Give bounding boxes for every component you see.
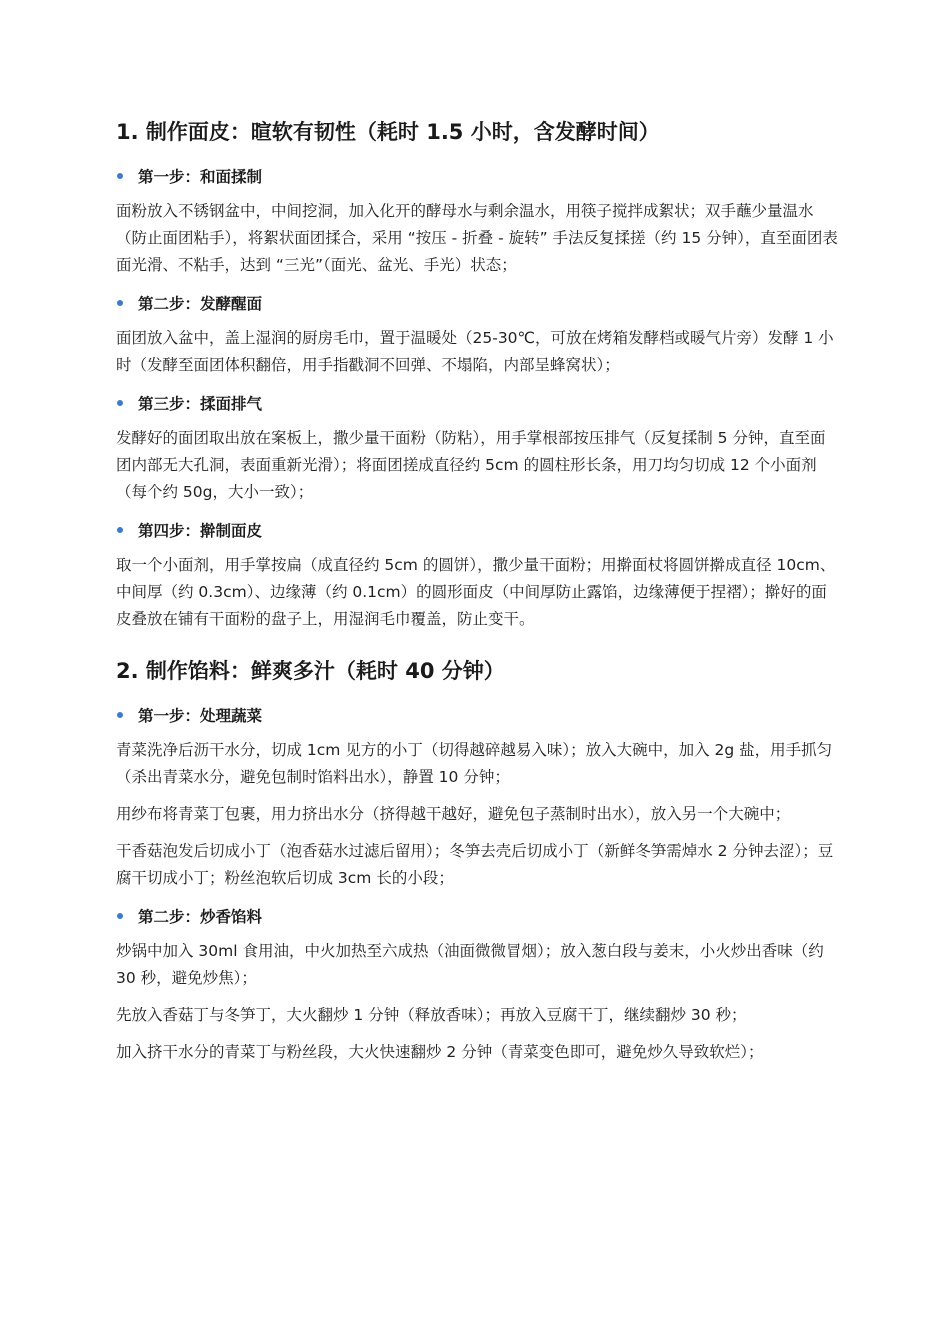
- step-paragraph: 取一个小面剂，用手掌按扁（成直径约 5cm 的圆饼），撒少量干面粉；用擀面杖将圆饼擀成直径 10cm、中间厚（约 0.3cm）、边缘薄（约 0.1cm）的圆形面皮（中间厚防止露馅，边缘薄便于捏褶）；擀好的面皮叠放在铺有干面粉的盘子上，用湿润毛巾覆盖，防止变干。: [116, 556, 836, 628]
- document-page: [116, 112, 838, 1076]
- step-label: 第二步：发酵醒面: [138, 295, 263, 313]
- step-paragraph: 发酵好的面团取出放在案板上，撒少量干面粉（防粘），用手掌根部按压排气（反复揉制 5 分钟，直至面团内部无大孔洞，表面重新光滑）；将面团搓成直径约 5cm 的圆柱形长条，用刀均匀切成 12 个小面剂（每个约 50g，大小一致）；: [116, 429, 826, 501]
- step-heading: [116, 902, 838, 930]
- step-label: 第二步：炒香馅料: [138, 908, 263, 926]
- step-label: 第一步：处理蔬菜: [138, 707, 263, 725]
- step-heading: [116, 516, 838, 544]
- step-paragraph: 面粉放入不锈钢盆中，中间挖洞，加入化开的酵母水与剩余温水，用筷子搅拌成絮状；双手蘸少量温水（防止面团粘手），将絮状面团揉合，采用 “按压 - 折叠 - 旋转” 手法反复揉搓（约 15 分钟），直至面团表面光滑、不粘手，达到 “三光”（面光、盆光、手光）状态；: [116, 202, 838, 274]
- step-paragraph: 加入挤干水分的青菜丁与粉丝段，大火快速翻炒 2 分钟（青菜变色即可，避免炒久导致软烂）；: [116, 1043, 764, 1061]
- step-heading: [116, 289, 838, 317]
- bullet-icon: [117, 300, 123, 306]
- step-label: 第一步：和面揉制: [138, 168, 263, 186]
- step-paragraph: 炒锅中加入 30ml 食用油，中火加热至六成热（油面微微冒烟）；放入葱白段与姜末，小火炒出香味（约 30 秒，避免炒焦）；: [116, 942, 824, 987]
- step-label: 第四步：擀制面皮: [138, 522, 263, 540]
- bullet-icon: [117, 527, 123, 533]
- step-paragraph: 先放入香菇丁与冬笋丁，大火翻炒 1 分钟（释放香味）；再放入豆腐干丁，继续翻炒 30 秒；: [116, 1006, 747, 1024]
- step-label: 第三步：揉面排气: [138, 395, 263, 413]
- step-heading: [116, 162, 838, 190]
- step-paragraph: 面团放入盆中，盖上湿润的厨房毛巾，置于温暖处（25-30℃，可放在烤箱发酵档或暖气片旁）发酵 1 小时（发酵至面团体积翻倍，用手指戳洞不回弹、不塌陷，内部呈蜂窝状）；: [116, 329, 834, 374]
- section-title-filling: 2. 制作馅料：鲜爽多汁（耗时 40 分钟）: [116, 659, 505, 683]
- bullet-icon: [117, 400, 123, 406]
- bullet-icon: [117, 173, 123, 179]
- step-paragraph: 干香菇泡发后切成小丁（泡香菇水过滤后留用）；冬笋去壳后切成小丁（新鲜冬笋需焯水 2 分钟去涩）；豆腐干切成小丁；粉丝泡软后切成 3cm 长的小段；: [116, 842, 834, 887]
- step-paragraph: 青菜洗净后沥干水分，切成 1cm 见方的小丁（切得越碎越易入味）；放入大碗中，加入 2g 盐，用手抓匀（杀出青菜水分，避免包制时馅料出水），静置 10 分钟；: [116, 741, 833, 786]
- bullet-icon: [117, 913, 123, 919]
- step-paragraph: 用纱布将青菜丁包裹，用力挤出水分（挤得越干越好，避免包子蒸制时出水），放入另一个大碗中；: [116, 805, 791, 823]
- section-title-wrapper: 1. 制作面皮：暄软有韧性（耗时 1.5 小时，含发酵时间）: [116, 120, 660, 144]
- step-heading: [116, 701, 838, 729]
- bullet-icon: [117, 712, 123, 718]
- step-heading: [116, 389, 838, 417]
